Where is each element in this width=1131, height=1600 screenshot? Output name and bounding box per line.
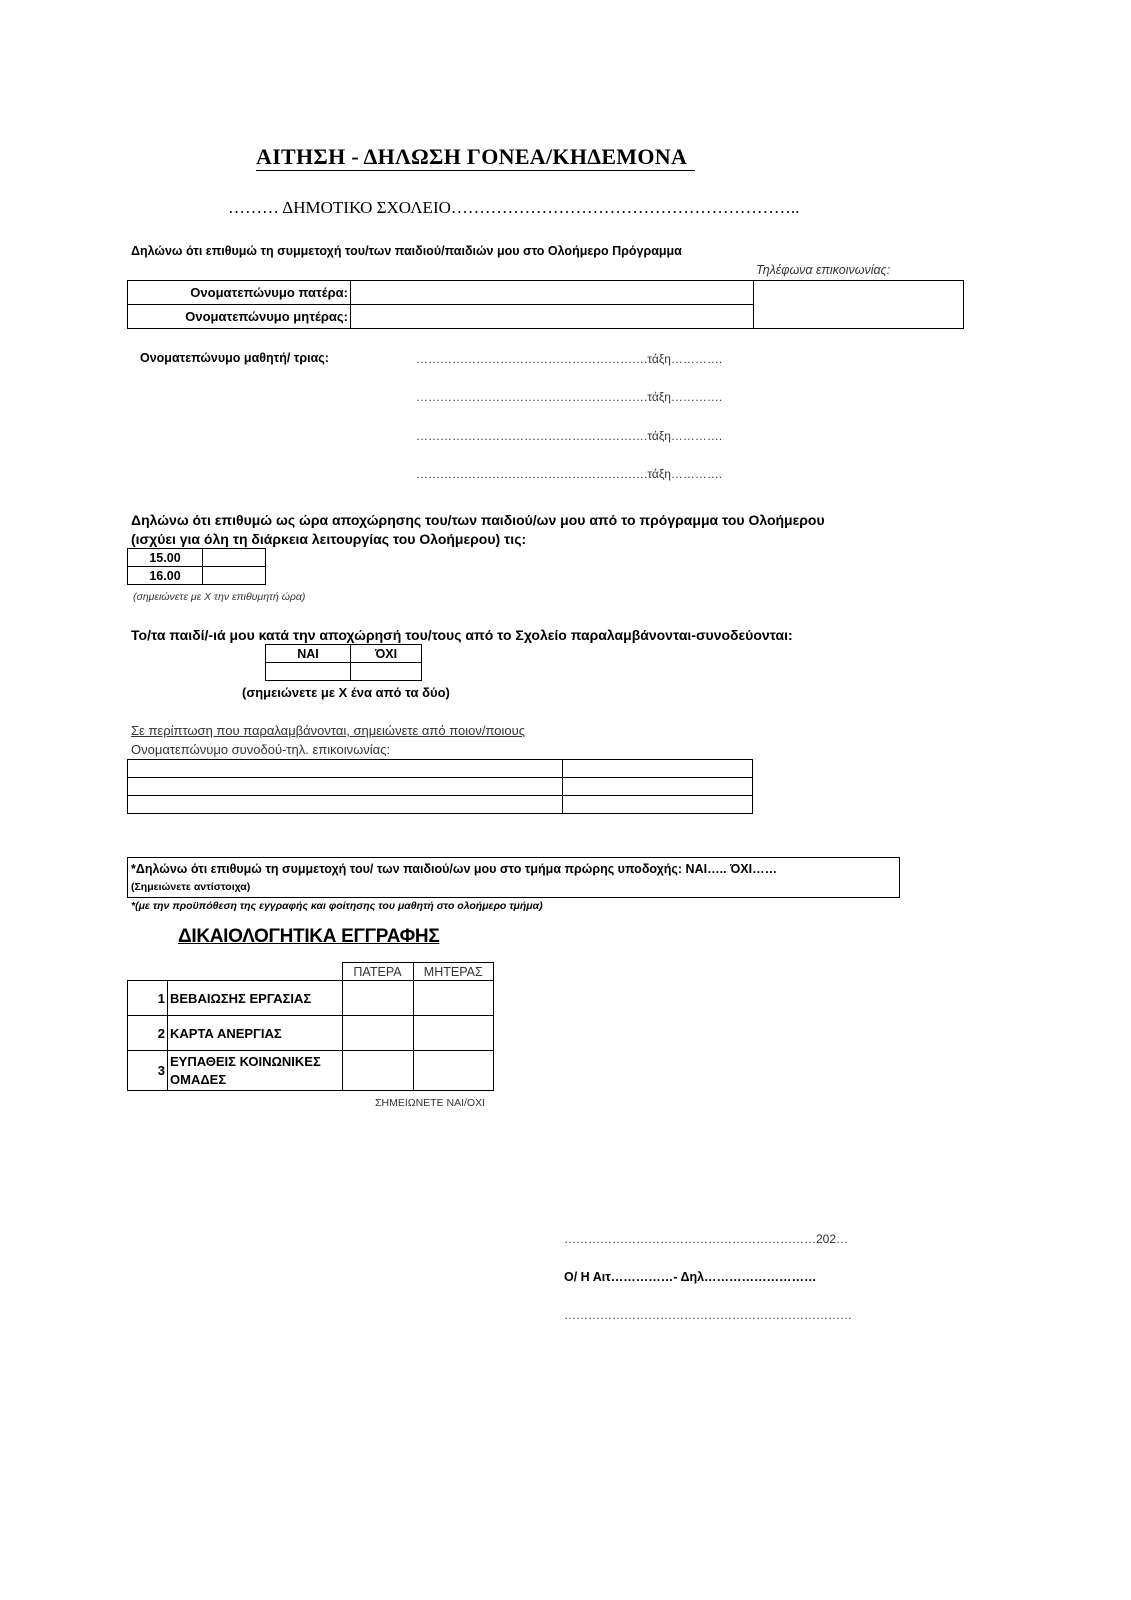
father-check-cell[interactable] — [342, 1051, 413, 1091]
signature-line[interactable]: ……………………………………………………………… — [564, 1308, 852, 1322]
phones-field[interactable] — [754, 281, 964, 329]
pickup-table — [265, 644, 422, 681]
student-line[interactable]: ………………………………………………….τάξη…………. — [416, 467, 723, 481]
pickup-note: (σημειώνετε με Χ ένα από τα δύο) — [242, 685, 450, 700]
pickup-question: Το/τα παιδί/-ιά μου κατά την αποχώρησή του/τους από το Σχολείο παραλαμβάνονται-συνοδεύονται: — [131, 627, 793, 643]
student-line[interactable]: ………………………………………………….τάξη…………. — [416, 429, 723, 443]
student-label: Ονοματεπώνυμο μαθητή/ τριας: — [140, 351, 329, 365]
row-number: 1 — [128, 981, 168, 1016]
escort-table — [127, 759, 753, 814]
table-row — [128, 981, 494, 1016]
pickup-no-label: ΌΧΙ — [351, 645, 422, 663]
father-check-cell[interactable] — [342, 981, 413, 1016]
father-check-cell[interactable] — [342, 1016, 413, 1051]
signer-line[interactable]: Ο/ Η Αιτ……………- Δηλ……………………… — [564, 1270, 817, 1284]
departure-text-line2: (ισχύει για όλη τη διάρκεια λειτουργίας του Ολοήμερου) τις: — [131, 531, 527, 547]
pickup-yes-label: ΝΑΙ — [266, 645, 351, 663]
col-mother-header: ΜΗΤΕΡΑΣ — [413, 963, 494, 981]
departure-text-line1: Δηλώνω ότι επιθυμώ ως ώρα αποχώρησης του/των παιδιού/ων μου από το πρόγραμμα του Ολοήμερου — [131, 512, 825, 528]
mother-check-cell[interactable] — [413, 981, 494, 1016]
mother-check-cell[interactable] — [413, 1051, 494, 1091]
mother-check-cell[interactable] — [413, 1016, 494, 1051]
intro-text: Δηλώνω ότι επιθυμώ τη συμμετοχή του/των παιδιού/παιδιών μου στο Ολοήμερο Πρόγραμμα — [131, 244, 682, 258]
page-title: ΑΙΤΗΣΗ - ΔΗΛΩΣΗ ΓΟΝΕΑ/ΚΗΔΕΜΟΝΑ — [256, 144, 695, 171]
documents-heading: ΔΙΚΑΙΟΛΟΓΗΤΙΚΑ ΕΓΓΡΑΦΗΣ — [178, 926, 440, 947]
row-label: ΚΑΡΤΑ ΑΝΕΡΓΙΑΣ — [168, 1016, 343, 1051]
early-reception-text: *Δηλώνω ότι επιθυμώ τη συμμετοχή του/ των παιδιού/ων μου στο τμήμα πρώρης υποδοχής: ΝΑΙ….. ΌΧΙ…… — [131, 862, 778, 876]
escort-label: Ονοματεπώνυμο συνοδού-τηλ. επικοινωνίας: — [131, 742, 391, 757]
row-number: 3 — [128, 1051, 168, 1091]
pickup-yes-checkbox[interactable] — [266, 663, 351, 681]
time-checkbox[interactable] — [203, 567, 266, 585]
escort-name-field[interactable] — [128, 760, 563, 778]
escort-name-field[interactable] — [128, 778, 563, 796]
date-line[interactable]: ………………………………………………………202… — [564, 1232, 849, 1246]
departure-time-table — [127, 548, 266, 585]
escort-heading: Σε περίπτωση που παραλαμβάνονται, σημειώνετε από ποιον/ποιους — [131, 723, 525, 738]
escort-phone-field[interactable] — [563, 796, 753, 814]
escort-phone-field[interactable] — [563, 760, 753, 778]
row-label: ΒΕΒΑΙΩΣΗΣ ΕΡΓΑΣΙΑΣ — [168, 981, 343, 1016]
documents-note: ΣΗΜΕΙΩΝΕΤΕ ΝΑΙ/ΟΧΙ — [375, 1097, 486, 1109]
phones-label: Τηλέφωνα επικοινωνίας: — [756, 263, 891, 277]
time-option: 15.00 — [128, 549, 203, 567]
row-number: 2 — [128, 1016, 168, 1051]
table-row — [128, 1051, 494, 1091]
mother-label: Ονοματεπώνυμο μητέρας: — [128, 305, 351, 329]
father-label: Ονοματεπώνυμο πατέρα: — [128, 281, 351, 305]
table-row — [128, 1016, 494, 1051]
time-option: 16.00 — [128, 567, 203, 585]
early-footnote: *(με την προϋπόθεση της εγγραφής και φοίτησης του μαθητή στο ολοήμερο τμήμα) — [131, 900, 543, 912]
student-line[interactable]: ………………………………………………….τάξη…………. — [416, 390, 723, 404]
parents-table — [127, 280, 964, 329]
col-father-header: ΠΑΤΕΡΑ — [342, 963, 413, 981]
mother-name-field[interactable] — [351, 305, 754, 329]
departure-note: (σημειώνετε με Χ την επιθυμητή ώρα) — [133, 591, 306, 603]
student-line[interactable]: ………………………………………………….τάξη…………. — [416, 352, 723, 366]
early-reception-note: (Σημειώνετε αντίστοιχα) — [131, 881, 251, 893]
escort-name-field[interactable] — [128, 796, 563, 814]
row-label: ΕΥΠΑΘΕΙΣ ΚΟΙΝΩΝΙΚΕΣ ΟΜΑΔΕΣ — [168, 1051, 343, 1091]
father-name-field[interactable] — [351, 281, 754, 305]
escort-phone-field[interactable] — [563, 778, 753, 796]
school-line: ……… ΔΗΜΟΤΙΚΟ ΣΧΟΛΕΙΟ…………………………………………………….. — [228, 198, 800, 217]
documents-table — [127, 962, 494, 1091]
pickup-no-checkbox[interactable] — [351, 663, 422, 681]
time-checkbox[interactable] — [203, 549, 266, 567]
